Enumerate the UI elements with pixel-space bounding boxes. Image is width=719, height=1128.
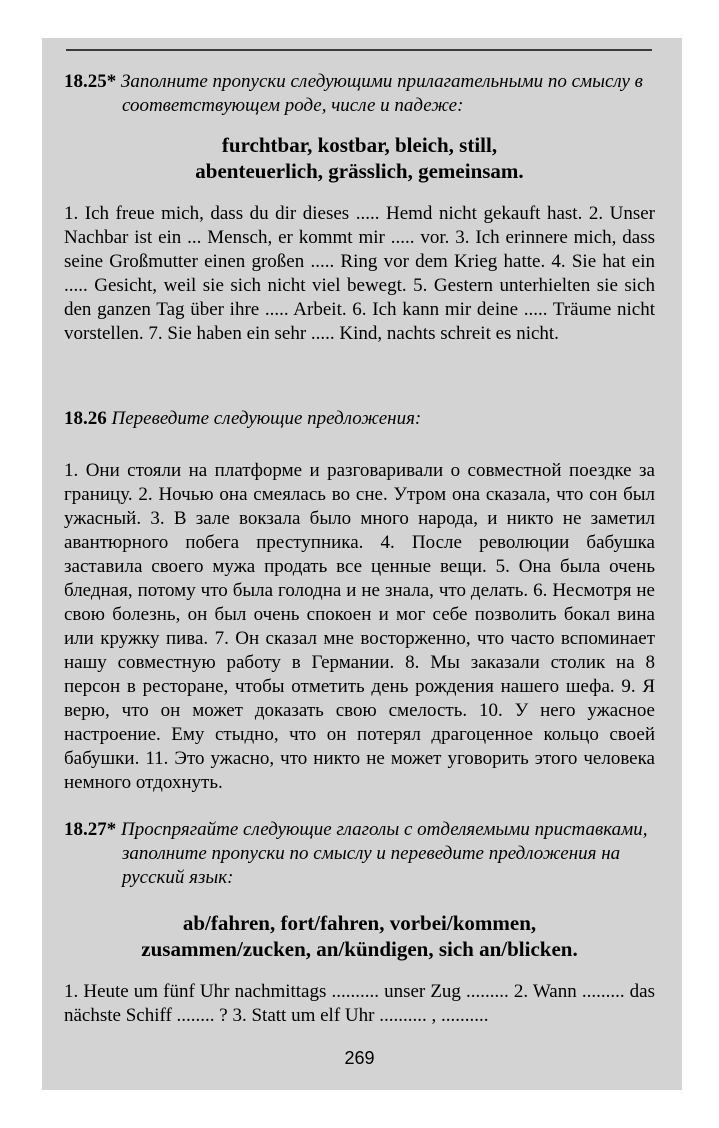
- word-list-line-2: abenteuerlich, grässlich, gemeinsam.: [195, 159, 524, 183]
- exercise-number: 18.25*: [64, 71, 117, 92]
- exercise-18-26: [64, 407, 655, 795]
- exercise-task: Заполните пропуски следующими прилагательными по смыслу в соответствующем роде, числе и падеже:: [121, 71, 643, 116]
- exercise-heading: [64, 70, 655, 118]
- exercise-18-25: [64, 70, 655, 346]
- exercise-18-27: [64, 818, 655, 1028]
- exercise-text: 1. Они стояли на платформе и разговаривали о совместной поездке за границу. 2. Ночью она смеялась во сне. Утром она сказала, что сон был ужасный. 3. В зале вокзала было много народа, и никто не заметил авантюрного побега преступника. 4. После революции бабушка заставила своего мужа продать все ценные вещи. 5. Она была очень бледная, потому что была голодна и не знала, что делать. 6. Несмотря не свою болезнь, он был очень спокоен и мог себе позволить бокал вина или кружку пива. 7. Он сказал мне восторженно, что часто вспоминает нашу совместную работу в Германии. 8. Мы заказали столик на 8 персон в ресторане, чтобы отметить день рождения нашего шефа. 9. Я верю, что он может доказать свою смелость. 10. У него ужасное настроение. Ему стыдно, что он потерял драгоценное кольцо своей бабушки. 11. Это ужасно, что никто не может уговорить этого человека немного отдохнуть.: [64, 460, 655, 793]
- top-rule: [66, 49, 652, 51]
- exercise-text: 1. Heute um fünf Uhr nachmittags .......... unser Zug ......... 2. Wann ......... das nächste Schiff ........ ? 3. Statt um elf Uhr .......... , ..........: [64, 981, 655, 1026]
- exercise-text: 1. Ich freue mich, dass du dir dieses ..... Hemd nicht gekauft hast. 2. Unser Nachbar ist ein ... Mensch, er kommt mir ..... vor. 3. Ich erinnere mich, dass seine Großmutter einen großen ..... Ring vor dem Krieg hatte. 4. Sie hat ein ..... Gesicht, weil sie sich nicht viel bewegt. 5. Gestern unterhielten sie sich den ganzen Tag über ihre ..... Arbeit. 6. Ich kann mir deine ..... Träume nicht vorstellen. 7. Sie haben ein sehr ..... Kind, nachts schreit es nicht.: [64, 203, 655, 344]
- exercise-number: 18.26: [64, 408, 107, 429]
- exercise-number: 18.27*: [64, 819, 117, 840]
- word-list-line-1: furchtbar, kostbar, bleich, still,: [221, 133, 498, 157]
- exercise-task: Проспрягайте следующие глаголы с отделяемыми приставками, заполните пропуски по смыслу и переведите предложения на русский язык:: [121, 819, 648, 888]
- exercise-task: Переведите следующие предложения:: [111, 408, 422, 429]
- exercise-heading: [64, 818, 655, 890]
- exercise-heading: [64, 407, 655, 431]
- word-list-line-1: ab/fahren, fort/fahren, vorbei/kommen,: [182, 911, 537, 935]
- word-list-line-2: zusammen/zucken, an/kündigen, sich an/blicken.: [141, 937, 578, 961]
- page-number: 269: [344, 1048, 375, 1068]
